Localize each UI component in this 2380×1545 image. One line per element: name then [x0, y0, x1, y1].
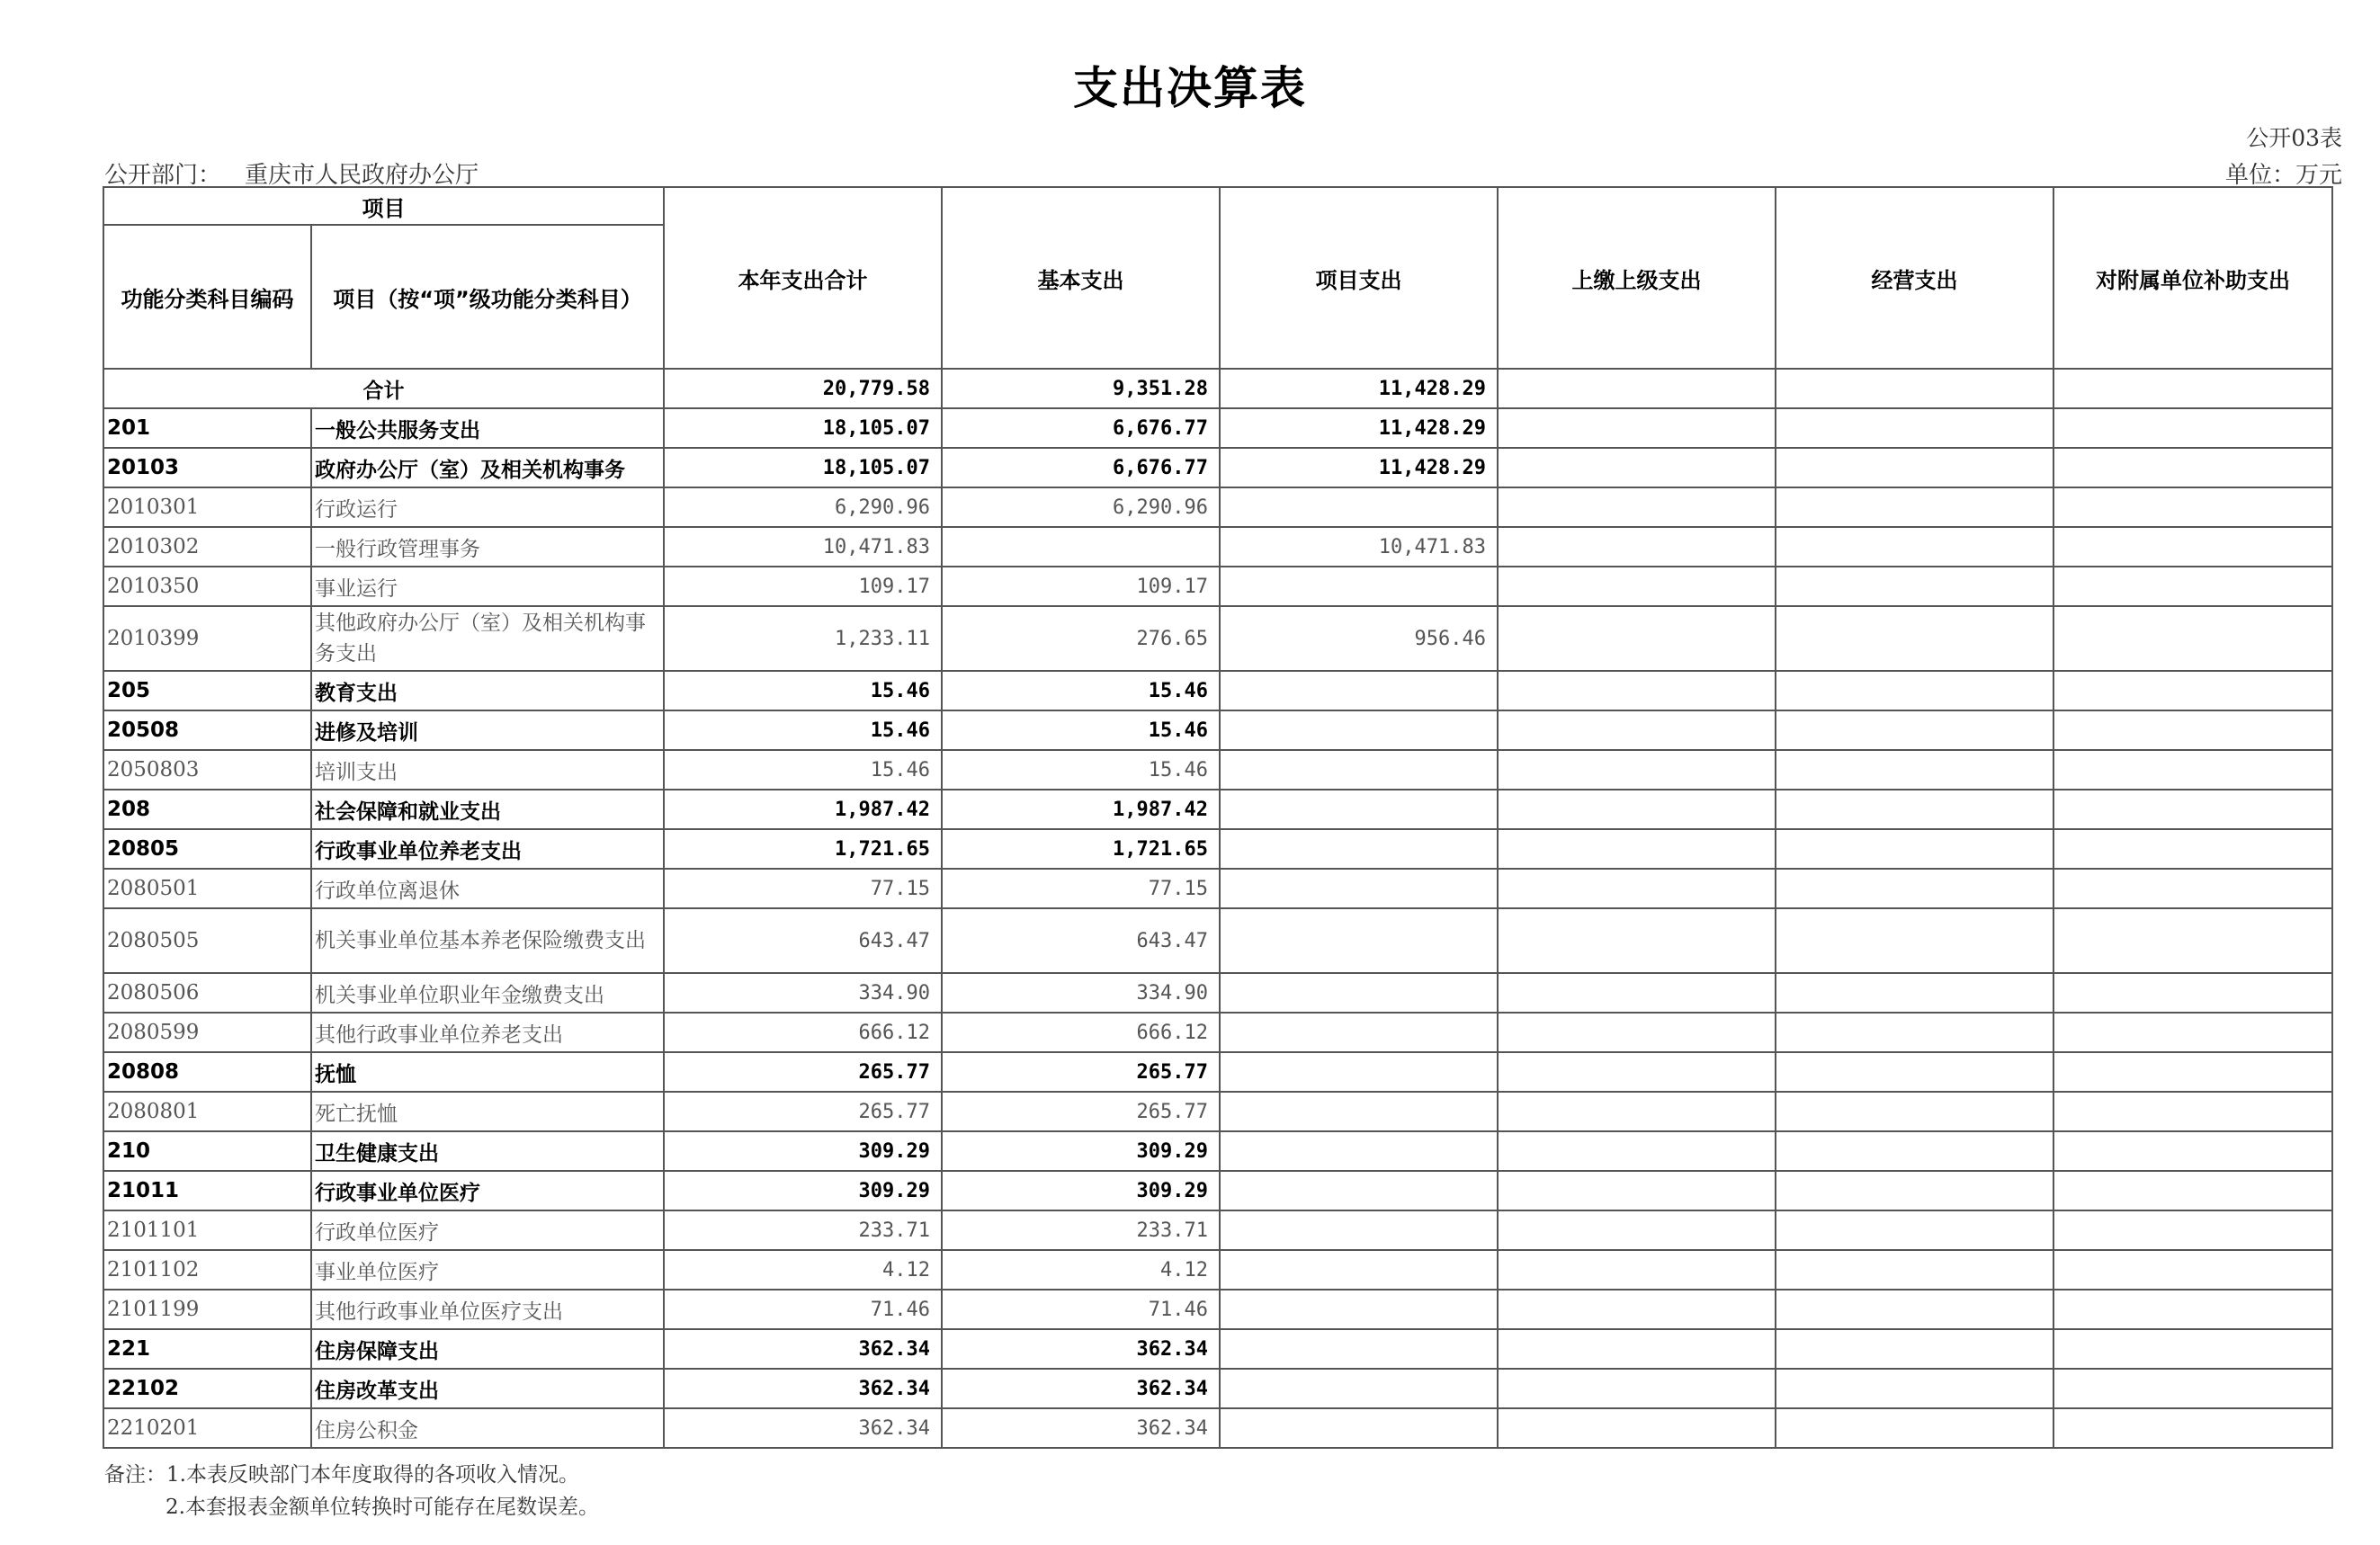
business-cell — [1776, 1408, 2053, 1448]
total-label: 合计 — [103, 369, 664, 408]
total-cell: 309.29 — [664, 1171, 942, 1210]
header-name: 项目（按“项”级功能分类科目） — [311, 225, 664, 369]
notes — [104, 1459, 599, 1523]
business-cell — [1776, 1171, 2053, 1210]
basic-cell: 71.46 — [942, 1290, 1220, 1329]
business-cell — [1776, 606, 2053, 671]
superior-cell — [1498, 973, 1776, 1013]
business-cell — [1776, 1052, 2053, 1092]
subsidiary-cell — [2053, 1369, 2332, 1408]
basic-cell: 309.29 — [942, 1171, 1220, 1210]
business-cell — [1776, 487, 2053, 527]
project-cell — [1220, 750, 1498, 790]
total-cell: 1,233.11 — [664, 606, 942, 671]
superior-cell — [1498, 567, 1776, 606]
page-title: 支出决算表 — [1073, 61, 1307, 114]
business-cell — [1776, 1210, 2053, 1250]
total-subsidiary — [2053, 369, 2332, 408]
name-cell: 行政单位医疗 — [311, 1210, 664, 1250]
superior-cell — [1498, 1171, 1776, 1210]
project-cell — [1220, 1290, 1498, 1329]
code-cell: 208 — [103, 790, 311, 829]
header-code: 功能分类科目编码 — [103, 225, 311, 369]
business-cell — [1776, 908, 2053, 973]
total-cell: 643.47 — [664, 908, 942, 973]
basic-cell: 15.46 — [942, 671, 1220, 710]
basic-cell: 77.15 — [942, 869, 1220, 908]
code-cell: 20805 — [103, 829, 311, 869]
name-cell: 培训支出 — [311, 750, 664, 790]
basic-cell: 362.34 — [942, 1408, 1220, 1448]
project-cell — [1220, 908, 1498, 973]
project-cell: 11,428.29 — [1220, 408, 1498, 448]
project-cell — [1220, 829, 1498, 869]
project-cell — [1220, 1250, 1498, 1290]
code-cell: 20508 — [103, 710, 311, 750]
business-cell — [1776, 567, 2053, 606]
code-cell: 2010301 — [103, 487, 311, 527]
name-cell: 事业运行 — [311, 567, 664, 606]
superior-cell — [1498, 1092, 1776, 1131]
code-cell: 20808 — [103, 1052, 311, 1092]
table-row — [103, 790, 2332, 829]
project-cell — [1220, 1210, 1498, 1250]
business-cell — [1776, 973, 2053, 1013]
superior-cell — [1498, 606, 1776, 671]
total-basic: 9,351.28 — [942, 369, 1220, 408]
code-cell: 2101102 — [103, 1250, 311, 1290]
superior-cell — [1498, 1052, 1776, 1092]
project-cell — [1220, 671, 1498, 710]
business-cell — [1776, 527, 2053, 567]
table-row — [103, 829, 2332, 869]
code-cell: 21011 — [103, 1171, 311, 1210]
unit-label: 单位：万元 — [2224, 162, 2342, 189]
subsidiary-cell — [2053, 973, 2332, 1013]
superior-cell — [1498, 1131, 1776, 1171]
superior-cell — [1498, 750, 1776, 790]
project-cell — [1220, 973, 1498, 1013]
business-cell — [1776, 1092, 2053, 1131]
basic-cell: 1,721.65 — [942, 829, 1220, 869]
table-row — [103, 606, 2332, 671]
subsidiary-cell — [2053, 829, 2332, 869]
subsidiary-cell — [2053, 1013, 2332, 1052]
business-cell — [1776, 1369, 2053, 1408]
business-cell — [1776, 750, 2053, 790]
name-cell: 行政事业单位养老支出 — [311, 829, 664, 869]
table-row — [103, 1290, 2332, 1329]
table-row — [103, 448, 2332, 487]
total-cell: 15.46 — [664, 710, 942, 750]
table-row — [103, 1052, 2332, 1092]
business-cell — [1776, 790, 2053, 829]
name-cell: 其他行政事业单位养老支出 — [311, 1013, 664, 1052]
total-superior — [1498, 369, 1776, 408]
total-cell: 10,471.83 — [664, 527, 942, 567]
total-cell: 15.46 — [664, 750, 942, 790]
superior-cell — [1498, 1013, 1776, 1052]
table-row — [103, 1092, 2332, 1131]
total-cell: 18,105.07 — [664, 408, 942, 448]
subsidiary-cell — [2053, 408, 2332, 448]
total-row — [103, 369, 2332, 408]
name-cell: 其他行政事业单位医疗支出 — [311, 1290, 664, 1329]
code-cell: 2050803 — [103, 750, 311, 790]
total-project: 11,428.29 — [1220, 369, 1498, 408]
name-cell: 住房改革支出 — [311, 1369, 664, 1408]
header-superior: 上缴上级支出 — [1498, 187, 1776, 369]
name-cell: 其他政府办公厅（室）及相关机构事务支出 — [311, 606, 664, 671]
subsidiary-cell — [2053, 671, 2332, 710]
name-cell: 机关事业单位基本养老保险缴费支出 — [311, 908, 664, 973]
basic-cell: 276.65 — [942, 606, 1220, 671]
subsidiary-cell — [2053, 1131, 2332, 1171]
basic-cell: 233.71 — [942, 1210, 1220, 1250]
subsidiary-cell — [2053, 1250, 2332, 1290]
project-cell — [1220, 869, 1498, 908]
project-cell — [1220, 1013, 1498, 1052]
project-cell — [1220, 567, 1498, 606]
superior-cell — [1498, 1369, 1776, 1408]
superior-cell — [1498, 408, 1776, 448]
table-row — [103, 973, 2332, 1013]
table-row — [103, 750, 2332, 790]
total-cell: 6,290.96 — [664, 487, 942, 527]
table-row — [103, 487, 2332, 527]
code-cell: 2080801 — [103, 1092, 311, 1131]
department-name: 重庆市人民政府办公厅 — [245, 162, 479, 189]
basic-cell: 6,290.96 — [942, 487, 1220, 527]
department-label: 公开部门： — [104, 162, 222, 189]
code-cell: 201 — [103, 408, 311, 448]
superior-cell — [1498, 1329, 1776, 1369]
table-row — [103, 567, 2332, 606]
code-cell: 2010350 — [103, 567, 311, 606]
table-row — [103, 1329, 2332, 1369]
business-cell — [1776, 710, 2053, 750]
total-cell: 77.15 — [664, 869, 942, 908]
subsidiary-cell — [2053, 1092, 2332, 1131]
code-cell: 2210201 — [103, 1408, 311, 1448]
name-cell: 抚恤 — [311, 1052, 664, 1092]
code-cell: 2010302 — [103, 527, 311, 567]
code-cell: 2010399 — [103, 606, 311, 671]
code-cell: 20103 — [103, 448, 311, 487]
total-cell: 362.34 — [664, 1369, 942, 1408]
table-row — [103, 908, 2332, 973]
project-cell — [1220, 1052, 1498, 1092]
table-row — [103, 1369, 2332, 1408]
table-row — [103, 869, 2332, 908]
subsidiary-cell — [2053, 908, 2332, 973]
project-cell — [1220, 710, 1498, 750]
project-cell: 956.46 — [1220, 606, 1498, 671]
basic-cell: 265.77 — [942, 1052, 1220, 1092]
note-2: 2.本套报表金额单位转换时可能存在尾数误差。 — [166, 1496, 599, 1519]
basic-cell: 109.17 — [942, 567, 1220, 606]
table-row — [103, 671, 2332, 710]
name-cell: 住房公积金 — [311, 1408, 664, 1448]
code-cell: 2080505 — [103, 908, 311, 973]
basic-cell: 334.90 — [942, 973, 1220, 1013]
superior-cell — [1498, 869, 1776, 908]
name-cell: 社会保障和就业支出 — [311, 790, 664, 829]
total-amount: 20,779.58 — [664, 369, 942, 408]
superior-cell — [1498, 1210, 1776, 1250]
name-cell: 教育支出 — [311, 671, 664, 710]
project-cell — [1220, 1329, 1498, 1369]
table-row — [103, 1171, 2332, 1210]
subsidiary-cell — [2053, 606, 2332, 671]
project-cell — [1220, 1171, 1498, 1210]
table-row — [103, 1131, 2332, 1171]
project-cell — [1220, 1408, 1498, 1448]
superior-cell — [1498, 448, 1776, 487]
total-cell: 1,987.42 — [664, 790, 942, 829]
code-cell: 22102 — [103, 1369, 311, 1408]
total-cell: 265.77 — [664, 1092, 942, 1131]
project-cell — [1220, 1092, 1498, 1131]
superior-cell — [1498, 487, 1776, 527]
total-cell: 1,721.65 — [664, 829, 942, 869]
basic-cell: 15.46 — [942, 710, 1220, 750]
business-cell — [1776, 408, 2053, 448]
total-cell: 362.34 — [664, 1329, 942, 1369]
basic-cell: 265.77 — [942, 1092, 1220, 1131]
total-cell: 362.34 — [664, 1408, 942, 1448]
business-cell — [1776, 1250, 2053, 1290]
total-cell: 15.46 — [664, 671, 942, 710]
total-cell: 4.12 — [664, 1250, 942, 1290]
superior-cell — [1498, 1250, 1776, 1290]
basic-cell: 643.47 — [942, 908, 1220, 973]
name-cell: 行政运行 — [311, 487, 664, 527]
basic-cell: 362.34 — [942, 1329, 1220, 1369]
subsidiary-cell — [2053, 710, 2332, 750]
subsidiary-cell — [2053, 1408, 2332, 1448]
superior-cell — [1498, 527, 1776, 567]
code-cell: 205 — [103, 671, 311, 710]
table-row — [103, 1250, 2332, 1290]
header-project: 项目 — [103, 187, 664, 225]
business-cell — [1776, 829, 2053, 869]
code-cell: 2101101 — [103, 1210, 311, 1250]
basic-cell: 6,676.77 — [942, 448, 1220, 487]
name-cell: 死亡抚恤 — [311, 1092, 664, 1131]
name-cell: 住房保障支出 — [311, 1329, 664, 1369]
superior-cell — [1498, 829, 1776, 869]
subsidiary-cell — [2053, 448, 2332, 487]
table-row — [103, 408, 2332, 448]
name-cell: 卫生健康支出 — [311, 1131, 664, 1171]
basic-cell: 4.12 — [942, 1250, 1220, 1290]
subsidiary-cell — [2053, 567, 2332, 606]
code-cell: 2101199 — [103, 1290, 311, 1329]
note-1: 备注：1.本表反映部门本年度取得的各项收入情况。 — [104, 1463, 579, 1487]
basic-cell — [942, 527, 1220, 567]
subsidiary-cell — [2053, 1290, 2332, 1329]
total-business — [1776, 369, 2053, 408]
code-cell: 2080506 — [103, 973, 311, 1013]
project-cell — [1220, 790, 1498, 829]
project-cell — [1220, 1369, 1498, 1408]
header-business: 经营支出 — [1776, 187, 2053, 369]
basic-cell: 1,987.42 — [942, 790, 1220, 829]
subsidiary-cell — [2053, 1329, 2332, 1369]
name-cell: 行政事业单位医疗 — [311, 1171, 664, 1210]
superior-cell — [1498, 790, 1776, 829]
business-cell — [1776, 671, 2053, 710]
table-row — [103, 527, 2332, 567]
expenditure-table — [103, 186, 2333, 1449]
name-cell: 事业单位医疗 — [311, 1250, 664, 1290]
business-cell — [1776, 1131, 2053, 1171]
department — [104, 156, 479, 190]
total-cell: 109.17 — [664, 567, 942, 606]
business-cell — [1776, 1013, 2053, 1052]
name-cell: 机关事业单位职业年金缴费支出 — [311, 973, 664, 1013]
code-cell: 210 — [103, 1131, 311, 1171]
subsidiary-cell — [2053, 1210, 2332, 1250]
superior-cell — [1498, 908, 1776, 973]
subsidiary-cell — [2053, 750, 2332, 790]
subsidiary-cell — [2053, 869, 2332, 908]
basic-cell: 362.34 — [942, 1369, 1220, 1408]
subsidiary-cell — [2053, 1171, 2332, 1210]
business-cell — [1776, 1329, 2053, 1369]
table-row — [103, 1210, 2332, 1250]
form-code: 公开03表 — [2246, 125, 2342, 151]
total-cell: 233.71 — [664, 1210, 942, 1250]
superior-cell — [1498, 1408, 1776, 1448]
subsidiary-cell — [2053, 527, 2332, 567]
superior-cell — [1498, 1290, 1776, 1329]
code-cell: 2080501 — [103, 869, 311, 908]
header-total: 本年支出合计 — [664, 187, 942, 369]
name-cell: 进修及培训 — [311, 710, 664, 750]
business-cell — [1776, 869, 2053, 908]
basic-cell: 666.12 — [942, 1013, 1220, 1052]
name-cell: 政府办公厅（室）及相关机构事务 — [311, 448, 664, 487]
total-cell: 309.29 — [664, 1131, 942, 1171]
superior-cell — [1498, 671, 1776, 710]
project-cell — [1220, 487, 1498, 527]
code-cell: 221 — [103, 1329, 311, 1369]
superior-cell — [1498, 710, 1776, 750]
name-cell: 一般行政管理事务 — [311, 527, 664, 567]
business-cell — [1776, 448, 2053, 487]
basic-cell: 6,676.77 — [942, 408, 1220, 448]
header-row-1 — [103, 187, 2332, 225]
code-cell: 2080599 — [103, 1013, 311, 1052]
name-cell: 行政单位离退休 — [311, 869, 664, 908]
total-cell: 71.46 — [664, 1290, 942, 1329]
total-cell: 666.12 — [664, 1013, 942, 1052]
project-cell: 11,428.29 — [1220, 448, 1498, 487]
business-cell — [1776, 1290, 2053, 1329]
basic-cell: 15.46 — [942, 750, 1220, 790]
total-cell: 334.90 — [664, 973, 942, 1013]
header-subsidiary: 对附属单位补助支出 — [2053, 187, 2332, 369]
project-cell — [1220, 1131, 1498, 1171]
project-cell: 10,471.83 — [1220, 527, 1498, 567]
subsidiary-cell — [2053, 1052, 2332, 1092]
table-row — [103, 710, 2332, 750]
total-cell: 18,105.07 — [664, 448, 942, 487]
subsidiary-cell — [2053, 790, 2332, 829]
header-basic: 基本支出 — [942, 187, 1220, 369]
table-row — [103, 1013, 2332, 1052]
total-cell: 265.77 — [664, 1052, 942, 1092]
basic-cell: 309.29 — [942, 1131, 1220, 1171]
name-cell: 一般公共服务支出 — [311, 408, 664, 448]
header-project-expense: 项目支出 — [1220, 187, 1498, 369]
subsidiary-cell — [2053, 487, 2332, 527]
table-row — [103, 1408, 2332, 1448]
